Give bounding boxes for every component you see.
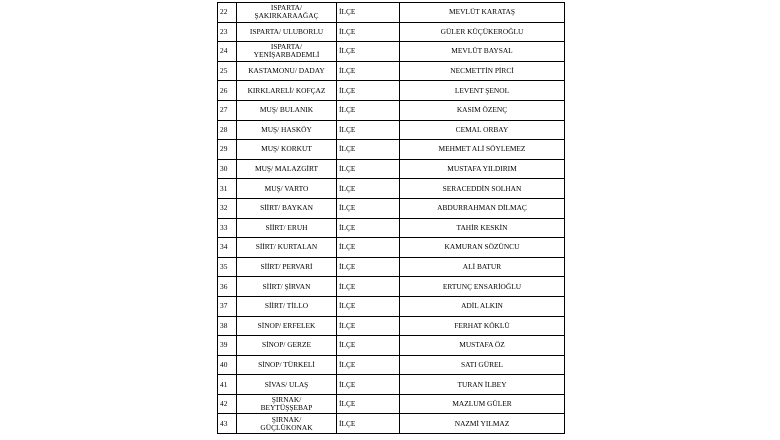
name-cell: SERACEDDİN SOLHAN <box>400 179 565 199</box>
row-number: 36 <box>218 277 237 297</box>
row-number: 27 <box>218 100 237 120</box>
type-cell: İLÇE <box>337 159 400 179</box>
place-cell: MUŞ/ KORKUT <box>237 140 337 160</box>
row-number: 38 <box>218 316 237 336</box>
place-cell: ŞIRNAK/ BEYTÜŞŞEBAP <box>237 394 337 414</box>
name-cell: GÜLER KÜÇÜKEROĞLU <box>400 22 565 42</box>
table-row <box>218 81 565 101</box>
table-row <box>218 120 565 140</box>
place-cell: MUŞ/ VARTO <box>237 179 337 199</box>
name-cell: SATI GÜREL <box>400 355 565 375</box>
name-cell: MEHMET ALİ SÖYLEMEZ <box>400 140 565 160</box>
name-cell: ADİL ALKIN <box>400 296 565 316</box>
row-number: 35 <box>218 257 237 277</box>
table-row <box>218 61 565 81</box>
row-number: 22 <box>218 3 237 23</box>
row-number: 28 <box>218 120 237 140</box>
name-cell: ALİ BATUR <box>400 257 565 277</box>
name-cell: LEVENT ŞENOL <box>400 81 565 101</box>
row-number: 42 <box>218 394 237 414</box>
place-cell: SİİRT/ ERUH <box>237 218 337 238</box>
type-cell: İLÇE <box>337 100 400 120</box>
name-cell: NECMETTİN PİRCİ <box>400 61 565 81</box>
row-number: 33 <box>218 218 237 238</box>
table-row <box>218 218 565 238</box>
type-cell: İLÇE <box>337 336 400 356</box>
place-cell: KASTAMONU/ DADAY <box>237 61 337 81</box>
type-cell: İLÇE <box>337 414 400 434</box>
row-number: 26 <box>218 81 237 101</box>
table-row <box>218 198 565 218</box>
table-row <box>218 277 565 297</box>
type-cell: İLÇE <box>337 61 400 81</box>
type-cell: İLÇE <box>337 296 400 316</box>
row-number: 29 <box>218 140 237 160</box>
table-row <box>218 22 565 42</box>
place-cell: ŞIRNAK/ GÜÇLÜKONAK <box>237 414 337 434</box>
type-cell: İLÇE <box>337 375 400 395</box>
table-row <box>218 394 565 414</box>
type-cell: İLÇE <box>337 22 400 42</box>
name-cell: NAZMİ YILMAZ <box>400 414 565 434</box>
place-cell: SİİRT/ ŞİRVAN <box>237 277 337 297</box>
row-number: 37 <box>218 296 237 316</box>
table-row <box>218 257 565 277</box>
place-cell: MUŞ/ HASKÖY <box>237 120 337 140</box>
name-cell: MEVLÜT BAYSAL <box>400 42 565 62</box>
type-cell: İLÇE <box>337 179 400 199</box>
table-row <box>218 140 565 160</box>
type-cell: İLÇE <box>337 81 400 101</box>
table-row <box>218 238 565 258</box>
row-number: 24 <box>218 42 237 62</box>
row-number: 23 <box>218 22 237 42</box>
type-cell: İLÇE <box>337 218 400 238</box>
type-cell: İLÇE <box>337 198 400 218</box>
candidate-table <box>217 2 565 434</box>
place-cell: SİNOP/ TÜRKELİ <box>237 355 337 375</box>
row-number: 34 <box>218 238 237 258</box>
row-number: 32 <box>218 198 237 218</box>
row-number: 31 <box>218 179 237 199</box>
type-cell: İLÇE <box>337 42 400 62</box>
table-row <box>218 296 565 316</box>
name-cell: KASIM ÖZENÇ <box>400 100 565 120</box>
name-cell: ERTUNÇ ENSARİOĞLU <box>400 277 565 297</box>
place-cell: MUŞ/ MALAZGİRT <box>237 159 337 179</box>
table-row <box>218 100 565 120</box>
row-number: 30 <box>218 159 237 179</box>
row-number: 39 <box>218 336 237 356</box>
name-cell: ABDURRAHMAN DİLMAÇ <box>400 198 565 218</box>
place-cell: MUŞ/ BULANIK <box>237 100 337 120</box>
place-cell: ISPARTA/ ŞAKIRKARAAĞAÇ <box>237 3 337 23</box>
row-number: 41 <box>218 375 237 395</box>
table-row <box>218 159 565 179</box>
type-cell: İLÇE <box>337 120 400 140</box>
type-cell: İLÇE <box>337 316 400 336</box>
name-cell: MUSTAFA ÖZ <box>400 336 565 356</box>
name-cell: MEVLÜT KARATAŞ <box>400 3 565 23</box>
name-cell: MAZLUM GÜLER <box>400 394 565 414</box>
name-cell: TURAN İLBEY <box>400 375 565 395</box>
row-number: 25 <box>218 61 237 81</box>
table-row <box>218 414 565 434</box>
place-cell: SİNOP/ GERZE <box>237 336 337 356</box>
place-cell: ISPARTA/ ULUBORLU <box>237 22 337 42</box>
table-row <box>218 3 565 23</box>
place-cell: SİVAS/ ULAŞ <box>237 375 337 395</box>
name-cell: MUSTAFA YILDIRIM <box>400 159 565 179</box>
table-row <box>218 316 565 336</box>
table-row <box>218 375 565 395</box>
type-cell: İLÇE <box>337 140 400 160</box>
type-cell: İLÇE <box>337 238 400 258</box>
table-row <box>218 355 565 375</box>
type-cell: İLÇE <box>337 394 400 414</box>
row-number: 40 <box>218 355 237 375</box>
place-cell: KIRKLARELİ/ KOFÇAZ <box>237 81 337 101</box>
place-cell: SİİRT/ TİLLO <box>237 296 337 316</box>
table-row <box>218 42 565 62</box>
table-row <box>218 336 565 356</box>
name-cell: CEMAL ORBAY <box>400 120 565 140</box>
name-cell: FERHAT KÖKLÜ <box>400 316 565 336</box>
row-number: 43 <box>218 414 237 434</box>
place-cell: SİİRT/ KURTALAN <box>237 238 337 258</box>
place-cell: SİİRT/ PERVARİ <box>237 257 337 277</box>
table-body <box>218 3 565 434</box>
table-row <box>218 179 565 199</box>
type-cell: İLÇE <box>337 3 400 23</box>
type-cell: İLÇE <box>337 277 400 297</box>
place-cell: ISPARTA/ YENİŞARBADEMLİ <box>237 42 337 62</box>
name-cell: KAMURAN SÖZÜNCU <box>400 238 565 258</box>
type-cell: İLÇE <box>337 257 400 277</box>
type-cell: İLÇE <box>337 355 400 375</box>
name-cell: TAHİR KESKİN <box>400 218 565 238</box>
place-cell: SİNOP/ ERFELEK <box>237 316 337 336</box>
place-cell: SİİRT/ BAYKAN <box>237 198 337 218</box>
